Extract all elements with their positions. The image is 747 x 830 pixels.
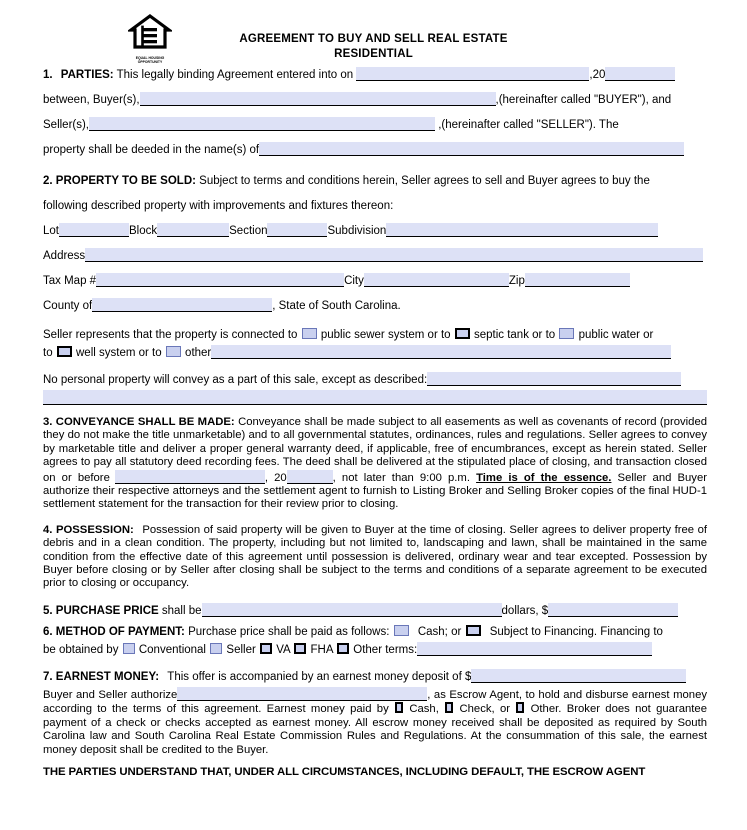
- taxmap-city-zip-row: [43, 272, 707, 293]
- option-other-utility-label: other: [185, 347, 212, 359]
- subdivision-label: Subdivision: [327, 225, 387, 237]
- section-1-heading: PARTIES:: [60, 69, 114, 81]
- option-conventional-label: Conventional: [138, 643, 206, 656]
- section-3-heading: CONVEYANCE SHALL BE MADE:: [55, 416, 235, 428]
- personal-property-field-1[interactable]: [427, 372, 681, 386]
- seller-names-field[interactable]: [89, 117, 435, 131]
- parties-line-4: [43, 141, 707, 162]
- option-cash-label: Cash; or: [417, 625, 462, 638]
- purchase-price-text-1: shall be: [161, 604, 202, 617]
- other-terms-field[interactable]: [417, 642, 652, 656]
- section-purchase-price: [43, 603, 707, 619]
- method-of-payment-row-1: [43, 625, 707, 640]
- time-is-of-the-essence-emphasis: Time is of the essence.: [476, 471, 612, 484]
- seller-label: Seller(s),: [43, 119, 90, 131]
- checkbox-public-water[interactable]: [559, 328, 574, 339]
- logo-caption-line2: OPPORTUNITY: [137, 60, 163, 64]
- purchase-price-text-2: dollars, $: [501, 604, 549, 617]
- escrow-agent-field[interactable]: [177, 687, 427, 701]
- other-utility-field[interactable]: [211, 345, 671, 359]
- section-label: Section: [229, 225, 268, 237]
- section-method-of-payment: [43, 625, 707, 658]
- property-text-1: Subject to terms and conditions herein, Seller agrees to sell and Buyer agrees to buy the: [199, 175, 650, 187]
- property-text-2: following described property with improvements and fixtures thereon:: [43, 200, 394, 212]
- deed-name-label: property shall be deeded in the name(s) of: [43, 144, 260, 156]
- method-text-2: be obtained by: [43, 643, 119, 656]
- option-seller-label: Seller: [226, 643, 256, 656]
- section-5-heading: PURCHASE PRICE: [55, 604, 159, 617]
- checkbox-other-utility[interactable]: [166, 346, 181, 357]
- method-of-payment-row-2: [43, 642, 707, 658]
- block-label: Block: [129, 225, 158, 237]
- option-earnest-check-label: Check, or: [459, 703, 510, 716]
- option-public-water-label: public water or: [578, 329, 654, 341]
- personal-property-row: [43, 372, 707, 388]
- method-text-1: Purchase price shall be paid as follows:: [188, 625, 390, 638]
- option-earnest-other-label: Other.: [530, 703, 562, 716]
- state-label: , State of South Carolina.: [272, 300, 401, 312]
- section-property-to-be-sold: [43, 172, 707, 405]
- section-2-number: 2.: [43, 175, 53, 187]
- subdivision-field[interactable]: [386, 223, 658, 237]
- closing-date-field[interactable]: [115, 470, 265, 484]
- personal-property-field-2-wrap: [43, 390, 707, 405]
- option-septic-tank-label: septic tank or to: [473, 329, 556, 341]
- section-5-number: 5.: [43, 604, 53, 617]
- city-field[interactable]: [364, 273, 509, 287]
- checkbox-well-system[interactable]: [57, 346, 72, 357]
- checkbox-conventional[interactable]: [123, 643, 135, 654]
- conveyance-text-4: Seller and Buyer authorize their respective attorneys and the settlement agent to furnish to Listing Broker and Selling Broker copies of the final HUD-1 settlement statement for the transaction for their review prior to closing.: [43, 471, 707, 511]
- section-7-number: 7.: [43, 670, 53, 683]
- utilities-line2-lead: to: [43, 347, 53, 359]
- option-financing-label: Subject to Financing. Financing to: [489, 625, 663, 638]
- parties-line-1: [43, 66, 707, 87]
- city-label: City: [344, 275, 364, 287]
- zip-field[interactable]: [525, 273, 630, 287]
- section-earnest-money: [43, 669, 707, 757]
- option-earnest-cash-label: Cash,: [409, 703, 439, 716]
- title-line-2: RESIDENTIAL: [334, 48, 413, 60]
- address-label: Address: [43, 250, 86, 262]
- earnest-money-amount-field[interactable]: [471, 669, 686, 683]
- parties-line-2: [43, 91, 707, 112]
- page-title: [0, 32, 747, 62]
- checkbox-public-sewer[interactable]: [302, 328, 317, 339]
- earnest-money-text-1: This offer is accompanied by an earnest money deposit of $: [167, 670, 472, 683]
- earnest-money-text-2: Buyer and Seller authorize: [43, 688, 178, 701]
- block-field[interactable]: [157, 223, 229, 237]
- checkbox-other-terms[interactable]: [337, 643, 349, 654]
- possession-text: Possession of said property will be given to Buyer at the time of closing. Seller agrees to deliver property free of debris and in a clean condition. The property, including but not limited to, landscaping and lawn, shall be maintained in the same condition from the effective date of this agreement until possession is delivered, ordinary wear and tear excepted. Possession by Buyer before closing or by Seller after closing shall be subject to the terms and conditions of a separate agreement to be executed prior to closing or occupancy.: [43, 523, 708, 590]
- parties-text-2: ,20: [589, 69, 606, 81]
- agreement-year-field[interactable]: [605, 67, 675, 81]
- deed-names-field[interactable]: [259, 142, 684, 156]
- section-4-number: 4.: [43, 523, 53, 536]
- earnest-money-body: [43, 687, 707, 757]
- checkbox-septic-tank[interactable]: [455, 328, 470, 339]
- utilities-row-1: [43, 328, 707, 343]
- conveyance-text-2: , 20: [264, 471, 287, 484]
- checkbox-va-loan[interactable]: [260, 643, 272, 654]
- section-6-heading: METHOD OF PAYMENT:: [55, 625, 185, 638]
- lot-block-section-row: [43, 222, 707, 243]
- buyer-suffix: ,(hereinafter called "BUYER"), and: [495, 94, 672, 106]
- address-field[interactable]: [85, 248, 703, 262]
- agreement-date-field[interactable]: [356, 67, 589, 81]
- property-line-2: [43, 197, 707, 218]
- parties-line-3: [43, 116, 707, 137]
- section-field[interactable]: [267, 223, 327, 237]
- buyer-label: between, Buyer(s),: [43, 94, 140, 106]
- conveyance-text-3: , not later than 9:00 p.m.: [332, 471, 470, 484]
- option-well-system-label: well system or to: [76, 347, 162, 359]
- checkbox-earnest-cash[interactable]: [395, 702, 403, 713]
- zip-label: Zip: [508, 275, 525, 287]
- conveyance-text-1: Conveyance shall be made subject to all easements as well as covenants of record (provided they do not make the title unmarketable) and to all governmental statutes, ordinances, rules and regulations. Seller agrees to convey by marketable title and deliver a proper general warranty deed, if applicable, free of encumbrances, except as herein stated. Seller agrees to pay all statutory deed recording fees. The deed shall be delivered at the stipulated place of closing, and transaction closed on or before: [43, 416, 708, 484]
- purchase-price-words-field[interactable]: [202, 603, 502, 617]
- checkbox-cash-payment[interactable]: [394, 625, 409, 636]
- county-label: County of: [43, 300, 93, 312]
- section-conveyance: [43, 416, 707, 512]
- section-2-heading: PROPERTY TO BE SOLD:: [55, 175, 196, 187]
- closing-year-field[interactable]: [287, 470, 333, 484]
- earnest-money-text-3: , as Escrow Agent, to hold and disburse earnest money according to the terms of this agreement. Earnest money paid by: [43, 688, 707, 716]
- personal-property-label: No personal property will convey as a part of this sale, except as described:: [43, 374, 428, 386]
- section-4-heading: POSSESSION:: [55, 523, 134, 536]
- county-field[interactable]: [92, 298, 272, 312]
- parties-text-1: This legally binding Agreement entered into on: [116, 69, 354, 81]
- utilities-lead-text: Seller represents that the property is connected to: [43, 329, 298, 341]
- checkbox-earnest-check[interactable]: [445, 702, 453, 713]
- lot-field[interactable]: [59, 223, 129, 237]
- tax-map-label: Tax Map #: [43, 275, 97, 287]
- logo-caption-line1: EQUAL HOUSING: [135, 56, 165, 60]
- seller-suffix: ,(hereinafter called "SELLER"). The: [435, 119, 619, 131]
- earnest-money-text-4: Broker does not guarantee payment of a check or checks accepted as earnest money. All escrow money received shall be deposited as required by South Carolina law and South Carolina Real Estate Commission Rules and Regulations. At the consummation of this sale, the earnest money deposit shall be credited to the Buyer.: [43, 703, 707, 756]
- option-public-sewer-label: public sewer system or to: [320, 329, 451, 341]
- section-1-number: 1.: [43, 69, 53, 81]
- section-parties: [43, 66, 707, 162]
- escrow-agent-notice: THE PARTIES UNDERSTAND THAT, UNDER ALL CIRCUMSTANCES, INCLUDING DEFAULT, THE ESCROW AGENT: [43, 765, 646, 778]
- earnest-money-row-1: [43, 669, 707, 685]
- option-va-label: VA: [276, 643, 291, 656]
- county-row: [43, 297, 707, 318]
- address-row: [43, 247, 707, 268]
- tax-map-field[interactable]: [96, 273, 344, 287]
- checkbox-seller-financing[interactable]: [210, 643, 222, 654]
- utilities-row-2: [43, 345, 707, 361]
- document-header: [0, 0, 747, 66]
- section-possession: [43, 524, 707, 591]
- checkbox-earnest-other[interactable]: [516, 702, 524, 713]
- checkbox-fha-loan[interactable]: [294, 643, 306, 654]
- section-3-number: 3.: [43, 416, 53, 428]
- lot-label: Lot: [43, 225, 59, 237]
- buyer-names-field[interactable]: [140, 92, 496, 106]
- title-line-1: AGREEMENT TO BUY AND SELL REAL ESTATE: [239, 33, 508, 45]
- checkbox-subject-to-financing[interactable]: [466, 625, 481, 636]
- option-other-terms-label: Other terms:: [353, 643, 418, 656]
- property-line-1: [43, 172, 707, 193]
- purchase-price-amount-field[interactable]: [548, 603, 678, 617]
- section-7-heading: EARNEST MONEY:: [55, 670, 160, 683]
- option-fha-label: FHA: [310, 643, 333, 656]
- section-6-number: 6.: [43, 625, 53, 638]
- personal-property-field-2[interactable]: [43, 390, 707, 405]
